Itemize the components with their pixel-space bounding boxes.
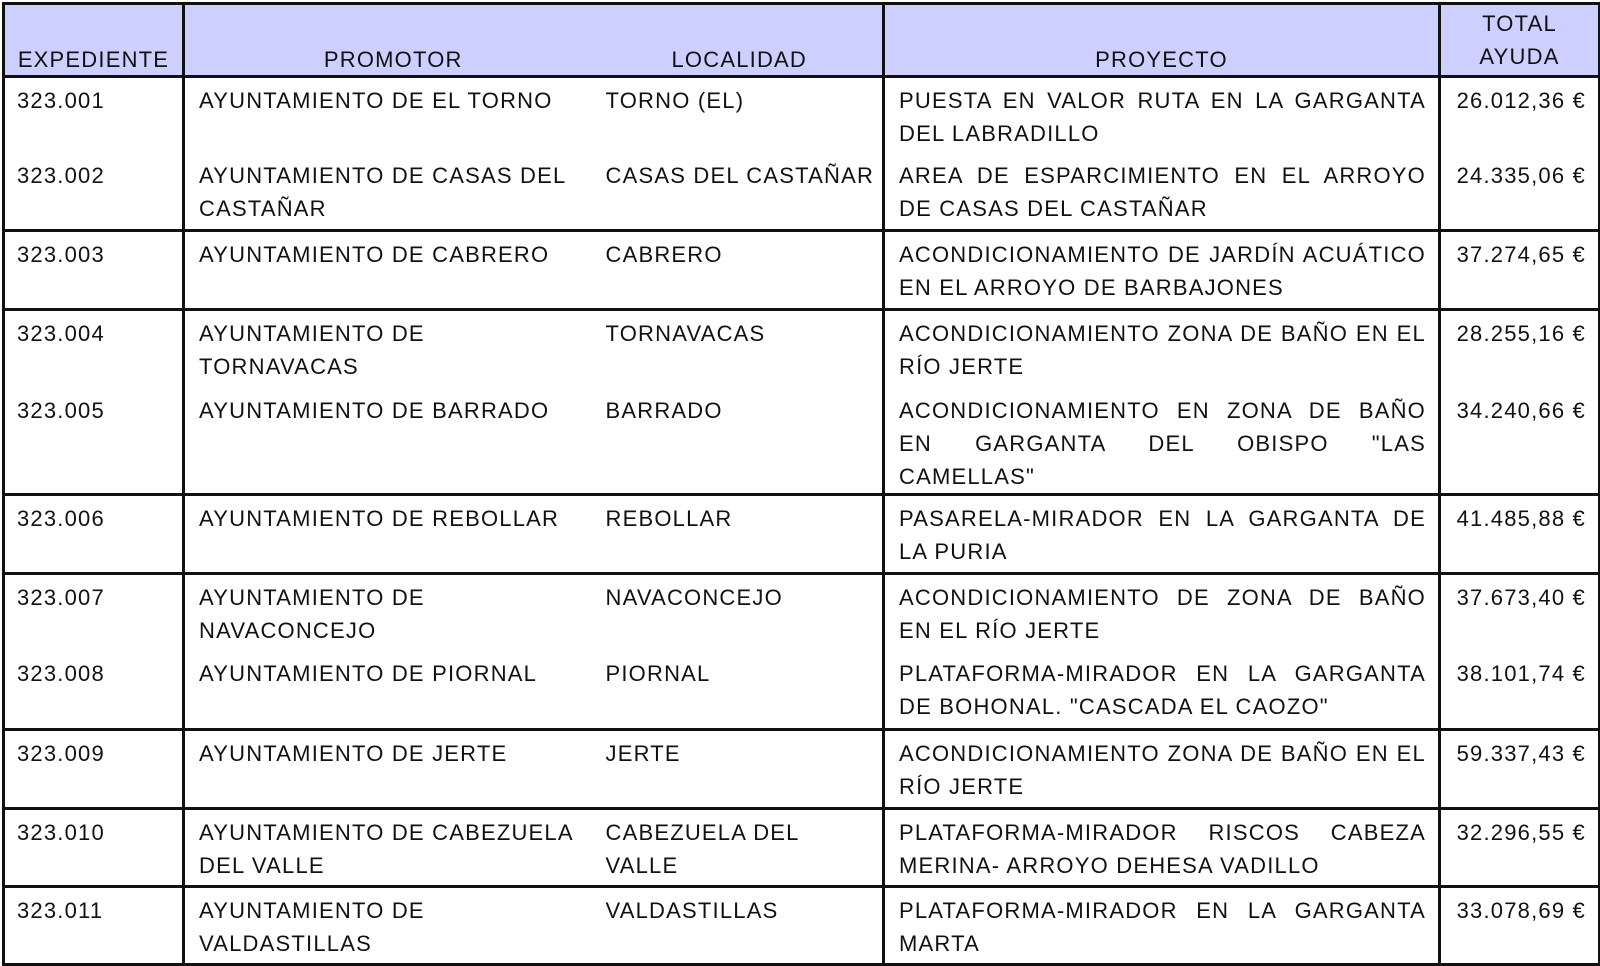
total-ayuda-cell: 32.296,55 €: [1440, 808, 1600, 886]
localidad-cell: CABRERO: [602, 231, 884, 310]
proyecto-cell: AREA DE ESPARCIMIENTO EN EL ARROYO DE CASAS DEL CASTAÑAR: [884, 153, 1440, 231]
table-row: [4, 77, 1600, 153]
promotor-cell: AYUNTAMIENTO DE REBOLLAR: [184, 494, 602, 573]
localidad-cell: JERTE: [602, 729, 884, 808]
expediente-cell: 323.001: [4, 77, 184, 153]
table-row: [4, 494, 1600, 573]
total-ayuda-cell: 41.485,88 €: [1440, 494, 1600, 573]
table-row: [4, 651, 1600, 729]
expediente-cell: 323.009: [4, 729, 184, 808]
promotor-cell: AYUNTAMIENTO DE BARRADO: [184, 388, 602, 495]
header-total-line1: TOTAL: [1482, 11, 1557, 36]
table-row: [4, 388, 1600, 495]
table-row: [4, 153, 1600, 231]
total-ayuda-cell: 34.240,66 €: [1440, 388, 1600, 495]
expediente-cell: 323.008: [4, 651, 184, 729]
proyecto-cell: PASARELA-MIRADOR EN LA GARGANTA DE LA PURIA: [884, 494, 1440, 573]
expediente-cell: 323.005: [4, 388, 184, 495]
proyecto-cell: ACONDICIONAMIENTO DE JARDÍN ACUÁTICO EN EL ARROYO DE BARBAJONES: [884, 231, 1440, 310]
localidad-cell: CABEZUELA DEL VALLE: [602, 808, 884, 886]
proyecto-cell: PLATAFORMA-MIRADOR EN LA GARGANTA MARTA: [884, 886, 1440, 964]
proyecto-cell: ACONDICIONAMIENTO ZONA DE BAÑO EN EL RÍO JERTE: [884, 310, 1440, 388]
promotor-cell: AYUNTAMIENTO DE EL TORNO: [199, 88, 553, 113]
localidad-cell: NAVACONCEJO: [602, 573, 884, 651]
total-ayuda-cell: 37.673,40 €: [1440, 573, 1600, 651]
table-body: [4, 77, 1600, 965]
header-total-line2: AYUDA: [1479, 44, 1560, 69]
total-ayuda-cell: 26.012,36 €: [1440, 77, 1600, 153]
proyecto-cell: PLATAFORMA-MIRADOR RISCOS CABEZA MERINA- ARROYO DEHESA VADILLO: [884, 808, 1440, 886]
expediente-cell: 323.003: [4, 231, 184, 310]
total-ayuda-cell: 28.255,16 €: [1440, 310, 1600, 388]
expediente-cell: 323.006: [4, 494, 184, 573]
table-row: [4, 231, 1600, 310]
promotor-cell: AYUNTAMIENTO DE CASAS DEL CASTAÑAR: [184, 153, 602, 231]
promotor-cell: AYUNTAMIENTO DE JERTE: [184, 729, 602, 808]
expediente-cell: 323.004: [4, 310, 184, 388]
grants-table: [2, 2, 1600, 966]
expediente-cell: 323.011: [4, 886, 184, 964]
promotor-cell: AYUNTAMIENTO DE TORNAVACAS: [199, 321, 425, 379]
total-ayuda-cell: 24.335,06 €: [1440, 153, 1600, 231]
table-row: [4, 808, 1600, 886]
total-ayuda-cell: 38.101,74 €: [1440, 651, 1600, 729]
table-row: [4, 886, 1600, 964]
localidad-cell: VALDASTILLAS: [602, 886, 884, 964]
localidad-cell: PIORNAL: [602, 651, 884, 729]
table-row: [4, 573, 1600, 651]
promotor-cell: AYUNTAMIENTO DE CABEZUELA DEL VALLE: [184, 808, 602, 886]
proyecto-cell: ACONDICIONAMIENTO EN ZONA DE BAÑO EN GARGANTA DEL OBISPO "LAS CAMELLAS": [884, 388, 1440, 495]
promotor-cell: AYUNTAMIENTO DE VALDASTILLAS: [184, 886, 602, 964]
proyecto-cell: PLATAFORMA-MIRADOR EN LA GARGANTA DE BOHONAL. "CASCADA EL CAOZO": [884, 651, 1440, 729]
promotor-cell: AYUNTAMIENTO DE CABRERO: [184, 231, 602, 310]
proyecto-cell: PUESTA EN VALOR RUTA EN LA GARGANTA DEL LABRADILLO: [884, 77, 1440, 153]
table-header: [4, 4, 1600, 77]
total-ayuda-cell: 37.274,65 €: [1440, 231, 1600, 310]
expediente-cell: 323.007: [4, 573, 184, 651]
expediente-cell: 323.002: [4, 153, 184, 231]
table-row: [4, 310, 1600, 388]
proyecto-cell: ACONDICIONAMIENTO DE ZONA DE BAÑO EN EL RÍO JERTE: [884, 573, 1440, 651]
expediente-cell: 323.010: [4, 808, 184, 886]
localidad-cell: TORNO (EL): [602, 77, 884, 153]
header-localidad: LOCALIDAD: [602, 4, 884, 77]
localidad-cell: REBOLLAR: [602, 494, 884, 573]
localidad-cell: CASAS DEL CASTAÑAR: [602, 153, 884, 231]
proyecto-cell: ACONDICIONAMIENTO ZONA DE BAÑO EN EL RÍO JERTE: [884, 729, 1440, 808]
table-row: [4, 729, 1600, 808]
promotor-cell: AYUNTAMIENTO DE PIORNAL: [184, 651, 602, 729]
header-total-ayuda: [1440, 4, 1600, 77]
header-promotor: PROMOTOR: [184, 4, 602, 77]
total-ayuda-cell: 59.337,43 €: [1440, 729, 1600, 808]
header-proyecto: PROYECTO: [884, 4, 1440, 77]
promotor-cell: AYUNTAMIENTO DE NAVACONCEJO: [199, 584, 425, 643]
total-ayuda-cell: 33.078,69 €: [1440, 886, 1600, 964]
localidad-cell: TORNAVACAS: [602, 310, 884, 388]
localidad-cell: BARRADO: [602, 388, 884, 495]
header-expediente: EXPEDIENTE: [4, 4, 184, 77]
